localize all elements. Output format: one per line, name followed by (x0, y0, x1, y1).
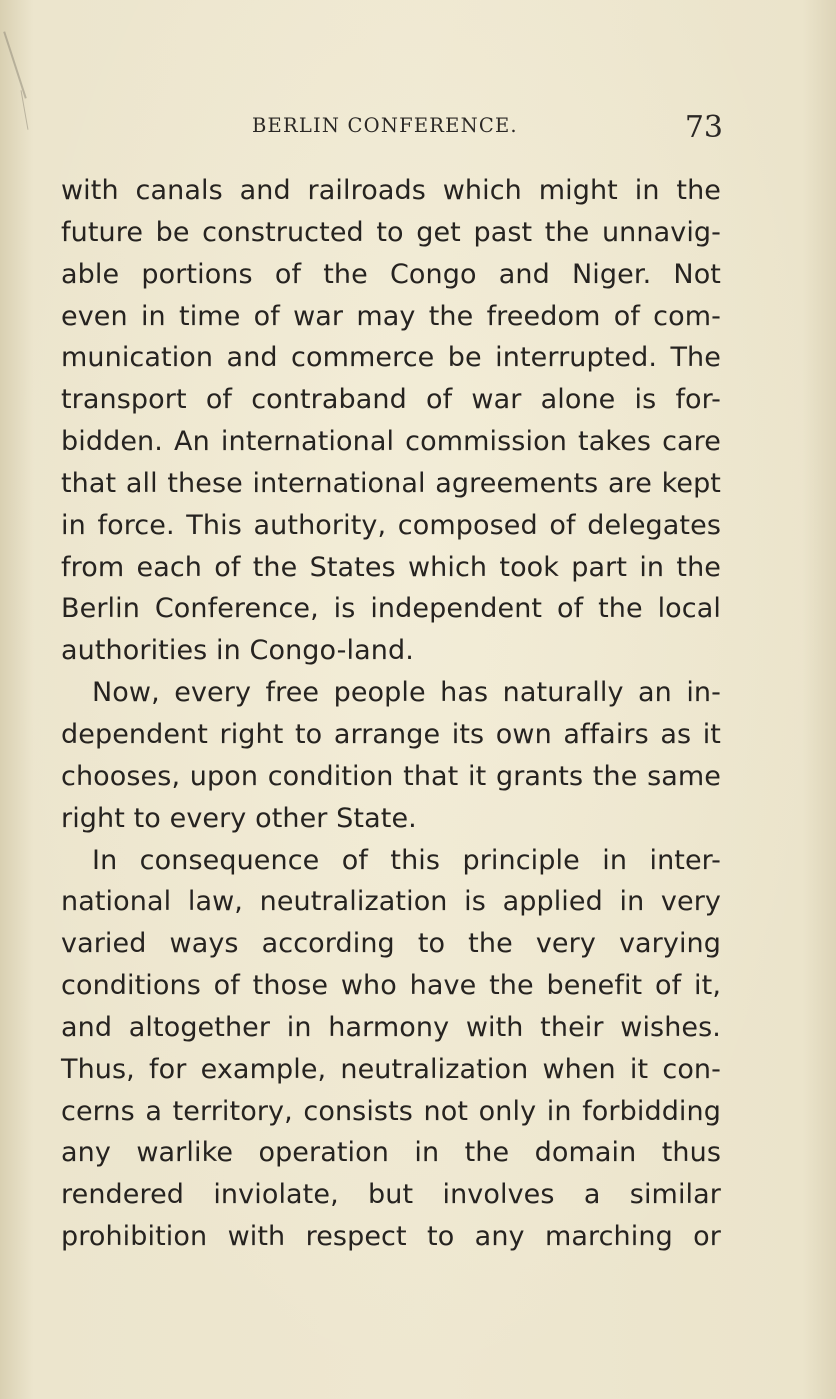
text-line: munication and commerce be interrupted. The (61, 342, 721, 374)
text-line: with canals and railroads which might in the (61, 175, 721, 206)
text-line: future be constructed to get past the unnavig- (61, 216, 721, 248)
text-line: In consequence of this principle in inter- (92, 844, 721, 876)
text-line: authorities in Congo-land. (61, 635, 414, 667)
text-line: and altogether in harmony with their wishes. (61, 1011, 721, 1043)
text-line: cerns a territory, consists not only in forbidding (61, 1095, 721, 1127)
text-line: even in time of war may the freedom of com- (61, 300, 721, 332)
text-line: dependent right to arrange its own affairs as it (61, 718, 721, 750)
running-head: BERLIN CONFERENCE. (252, 114, 518, 137)
text-line: national law, neutralization is applied in very (61, 886, 721, 918)
text-line: chooses, upon condition that it grants the same (61, 760, 721, 792)
text-line: prohibition with respect to any marching or (61, 1221, 721, 1253)
text-line: rendered inviolate, but involves a similar (61, 1179, 721, 1211)
text-line: able portions of the Congo and Niger. Not (61, 258, 721, 290)
text-line: Berlin Conference, is independent of the local (61, 593, 721, 625)
text-line: any warlike operation in the domain thus (61, 1137, 721, 1169)
text-line: conditions of those who have the benefit of it, (61, 970, 721, 1002)
text-line: transport of contraband of war alone is for- (61, 384, 721, 416)
text-line: Thus, for example, neutralization when it con- (61, 1053, 721, 1085)
body-text (61, 170, 721, 1258)
text-line: in force. This authority, composed of delegates (61, 509, 721, 541)
margin-stain (3, 31, 27, 98)
text-line: Now, every free people has naturally an in- (92, 677, 721, 709)
text-line: right to every other State. (61, 802, 417, 834)
page-header (60, 110, 723, 145)
text-line: from each of the States which took part in the (61, 551, 721, 583)
page-number: 73 (684, 110, 723, 145)
text-line: bidden. An international commission takes care (61, 426, 721, 458)
text-line: that all these international agreements are kept (61, 467, 721, 499)
text-line: varied ways according to the very varying (61, 928, 721, 960)
